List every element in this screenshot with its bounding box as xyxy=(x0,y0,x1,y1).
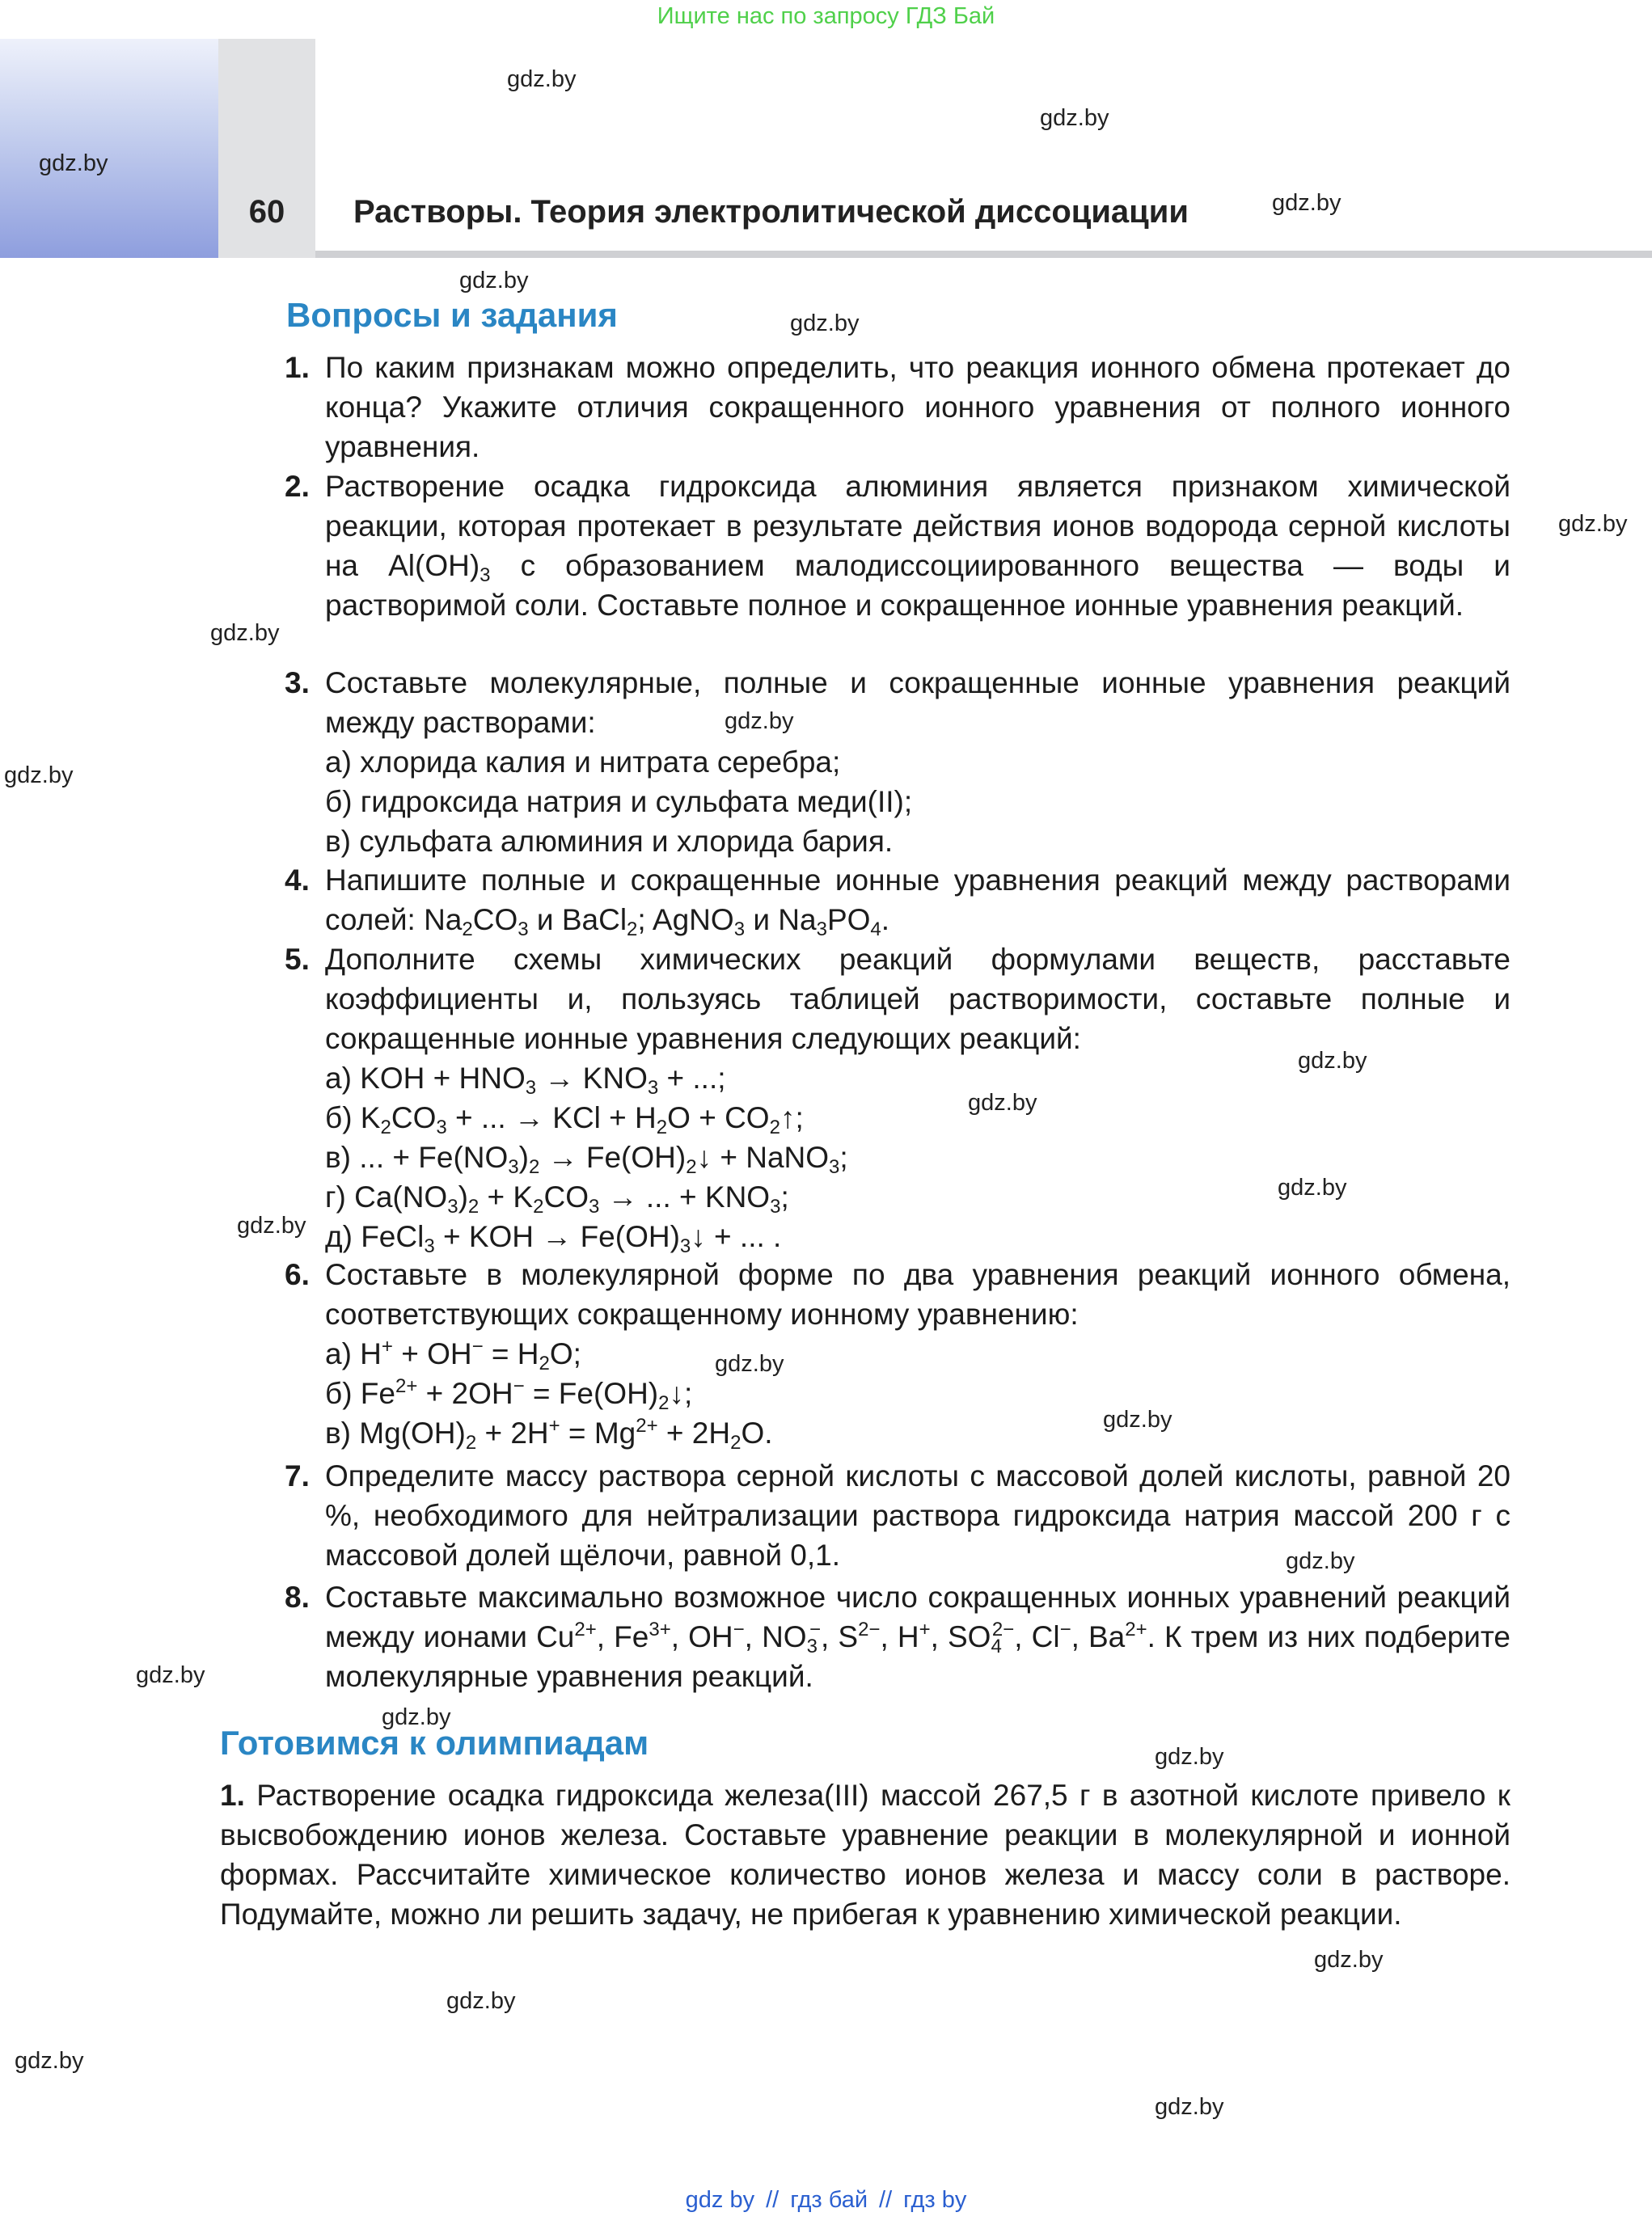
watermark: gdz.by xyxy=(39,150,108,176)
watermark: gdz.by xyxy=(790,310,860,336)
question-7 xyxy=(285,1456,1510,1575)
question-text: К трем из них подберите молекулярные уравнения реакций. xyxy=(325,1620,1510,1693)
header-blue-band xyxy=(0,39,218,258)
question-number: 4. xyxy=(285,863,310,897)
footer-links xyxy=(0,2187,1652,2214)
footer-link-gdzby-ru[interactable]: гдз by xyxy=(903,2187,967,2213)
watermark: gdz.by xyxy=(507,66,577,92)
watermark: gdz.by xyxy=(1155,1744,1224,1770)
watermark: gdz.by xyxy=(1103,1407,1172,1433)
watermark: gdz.by xyxy=(1286,1548,1355,1574)
watermark: gdz.by xyxy=(715,1351,784,1377)
option-b: б) $K_2CO_3$ + ... → KCl + $H_2O$ + $CO_2↑$; xyxy=(325,1101,804,1138)
question-number: 2. xyxy=(285,470,310,503)
option-d: г) $Ca(NO_3)_2 + K_2CO_3$ → ... + $KNO_3$; xyxy=(325,1180,789,1218)
watermark: gdz.by xyxy=(725,708,794,734)
question-text: Составьте максимально возможное число сокращенных ионных уравнений реакций между ионами xyxy=(325,1581,1510,1653)
option-c: в) ... + $Fe(NO_3)_2$ → $Fe(OH)_2↓$ + NaNO$_3$; xyxy=(325,1141,848,1178)
question-text: Составьте в молекулярной форме по два уравнения реакций ионного обмена, соответствующих сокращенному ионному уравнению: xyxy=(325,1258,1510,1331)
question-text: с образованием малодиссоциированного вещества — воды и растворимой соли. Составьте полное и сокращенное ионные уравнения реакций. xyxy=(325,549,1510,622)
subscript: 3 xyxy=(480,564,491,586)
question-1 xyxy=(285,348,1510,467)
option-a: а) хлорида калия и нитрата серебра; xyxy=(325,745,841,779)
question-number: 5. xyxy=(285,943,310,976)
question-6 xyxy=(285,1255,1510,1453)
section-heading-questions: Вопросы и задания xyxy=(286,296,618,334)
watermark: gdz.by xyxy=(1155,2094,1224,2120)
header-divider xyxy=(315,251,1652,258)
option-a: а) $H^+ + OH^- = H_2O$; xyxy=(325,1336,581,1374)
watermark: gdz.by xyxy=(382,1704,451,1730)
question-number: 3. xyxy=(285,666,310,699)
watermark: gdz.by xyxy=(210,620,280,646)
watermark: gdz.by xyxy=(1298,1048,1367,1074)
watermark: gdz.by xyxy=(15,2048,84,2074)
watermark: gdz.by xyxy=(4,762,74,788)
footer-separator: // xyxy=(879,2187,893,2213)
watermark: gdz.by xyxy=(968,1090,1037,1116)
top-link[interactable]: Ищите нас по запросу ГДЗ Бай xyxy=(657,3,995,29)
task-number: 1. xyxy=(220,1779,245,1812)
question-text: Напишите полные и сокращенные ионные уравнения реакций между растворами солей: xyxy=(325,863,1510,936)
question-text: Составьте молекулярные, полные и сокращенные ионные уравнения реакций между растворами: xyxy=(325,666,1510,739)
question-number: 6. xyxy=(285,1258,310,1291)
olympiad-task-1 xyxy=(220,1775,1510,1934)
question-4: 4. Напишите полные и сокращенные ионные уравнения реакций между растворами солей: $Na_2CO_3$ и BaCl$_2$; AgNO$_3$ и $Na_3PO_4$. xyxy=(285,860,1510,939)
watermark: gdz.by xyxy=(1040,105,1109,131)
question-number: 1. xyxy=(285,351,310,384)
watermark: gdz.by xyxy=(237,1213,306,1239)
question-number: 8. xyxy=(285,1581,310,1614)
watermark: gdz.by xyxy=(459,268,529,293)
question-text: Дополните схемы химических реакций формулами веществ, расставьте коэффициенты и, пользуясь таблицей растворимости, составьте полные и сокращенные ионные уравнения следующих реакций: xyxy=(325,943,1510,1055)
watermark: gdz.by xyxy=(1314,1947,1384,1973)
question-5 xyxy=(285,939,1510,1256)
option-c: в) $Mg(OH)_2 + 2H^+ = Mg^{2+} + 2H_2O$. xyxy=(325,1415,773,1454)
watermark: gdz.by xyxy=(1558,511,1628,537)
question-number: 7. xyxy=(285,1459,310,1492)
watermark: gdz.by xyxy=(1278,1175,1347,1201)
question-2 xyxy=(285,467,1510,625)
chapter-title: Растворы. Теория электролитической диссоциации xyxy=(353,194,1189,230)
question-8: 8. Составьте максимально возможное число сокращенных ионных уравнений реакций между ионами $Cu^{2+}$, $Fe^{3+}$, OH−, $NO_3^-$, $S^{2-}$, H+, $SO_4^{2-}$, Cl−, $Ba^{2+}$. К трем из них подберите молекулярные уравнения реакций. xyxy=(285,1577,1510,1696)
question-text: По каким признакам можно определить, что реакция ионного обмена протекает до конца? Укажите отличия сокращенного ионного уравнения от полного ионного уравнения. xyxy=(325,351,1510,463)
option-b: б) $Fe^{2+} + 2OH^-$ = $Fe(OH)_2↓$; xyxy=(325,1375,693,1414)
footer-link-gdzby[interactable]: gdz by xyxy=(685,2187,755,2213)
footer-separator: // xyxy=(766,2187,780,2213)
watermark: gdz.by xyxy=(446,1988,516,2014)
question-text: Растворение осадка гидроксида алюминия является признаком химической реакции, которая протекает в результате действия ионов водорода серной кислоты на Al(OH) xyxy=(325,470,1510,582)
option-a: а) KOH + $HNO_3 \to KNO_3$ + ...; xyxy=(325,1062,726,1099)
question-text: Определите массу раствора серной кислоты с массовой долей кислоты, равной 20 %, необходимого для нейтрализации раствора гидроксида натрия массой 200 г с массовой долей щёлочи, равной 0,1. xyxy=(325,1459,1510,1572)
option-e: д) FeCl$_3$ + KOH → $Fe(OH)_3↓$ + ... . xyxy=(325,1220,782,1257)
option-c: в) сульфата алюминия и хлорида бария. xyxy=(325,825,894,858)
page-number: 60 xyxy=(248,194,285,230)
question-3 xyxy=(285,663,1510,861)
section-heading-olympiad: Готовимся к олимпиадам xyxy=(220,1724,649,1762)
watermark: gdz.by xyxy=(136,1662,205,1688)
footer-link-gdzbai[interactable]: гдз бай xyxy=(790,2187,868,2213)
option-b: б) гидроксида натрия и сульфата меди(II); xyxy=(325,785,913,818)
task-text: Растворение осадка гидроксида железа(III) массой 267,5 г в азотной кислоте привело к высвобождению ионов железа. Составьте уравнение реакции в молекулярной и ионной формах. Рассчитайте химическое количество ионов железа и массу соли в растворе. Подумайте, можно ли решить задачу, не прибегая к уравнению химической реакции. xyxy=(220,1779,1510,1931)
watermark: gdz.by xyxy=(1272,190,1341,216)
